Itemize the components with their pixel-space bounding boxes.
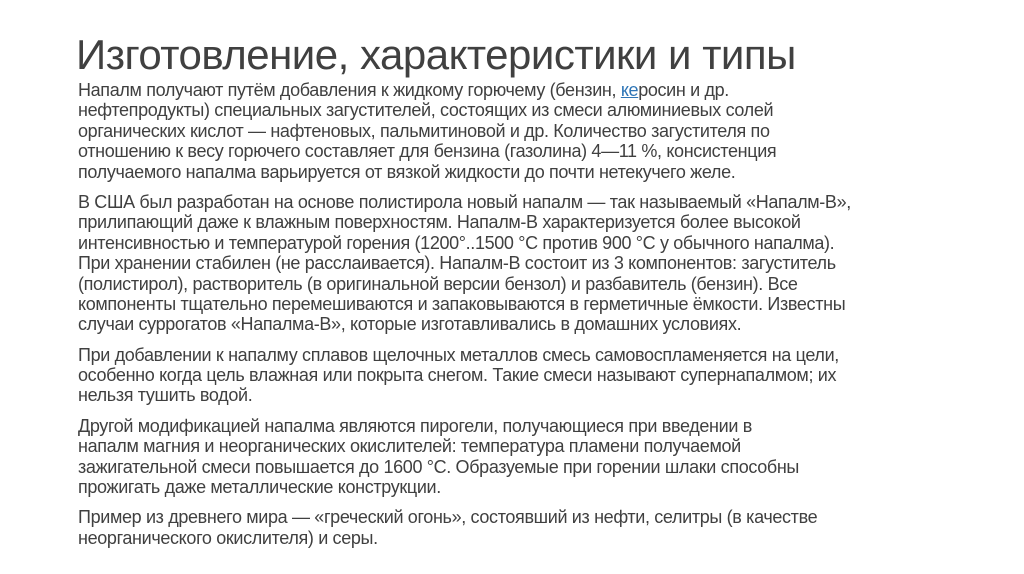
text-line: органических кислот — нафтеновых, пальмитиновой и др. Количество загустителя по [78,120,770,141]
text-line: получаемого напалма варьируется от вязкой жидкости до почти нетекучего желе. [78,161,736,182]
text-line: Другой модификацией напалма являются пирогели, получающиеся при введении в [78,415,752,436]
text-segment: Напалм получают путём добавления к жидкому горючему (бензин, [78,80,621,100]
kerosene-link[interactable]: ке [620,80,639,100]
text-segment: росин и др. [638,80,729,100]
text-line: При добавлении к напалму сплавов щелочных металлов смесь самовоспламеняется на цели, [78,344,839,365]
text-line: интенсивностью и температурой горения (1200°..1500 °С против 900 °С у обычного напалма). [78,232,835,253]
text-line: отношению к весу горючего составляет для бензина (газолина) 4—11 %, консистенция [78,141,777,162]
text-line: нефтепродукты) специальных загустителей, состоящих из смеси алюминиевых солей [78,100,774,121]
text-line: компоненты тщательно перемешиваются и запаковываются в герметичные ёмкости. Известны [78,293,846,314]
text-line: особенно когда цель влажная или покрыта снегом. Такие смеси называют супернапалмом; их [78,365,837,386]
text-line: прилипающий даже к влажным поверхностям. Напалм-В характеризуется более высокой [78,212,801,233]
slide-title: Изготовление, характеристики и типы [76,31,796,78]
text-line: неорганического окислителя) и серы. [78,527,378,548]
text-line: напалм магния и неорганических окислителей: температура пламени получаемой [78,436,741,457]
text-line: зажигательной смеси повышается до 1600 °С. Образуемые при горении шлаки способны [78,456,800,477]
text-line: нельзя тушить водой. [78,385,253,406]
text-line [78,80,851,100]
text-line: прожигать даже металлические конструкции. [78,477,441,498]
text-line: случаи суррогатов «Напалма-В», которые изготавливались в домашних условиях. [78,314,742,335]
paragraph-4 [78,416,851,498]
paragraph-3 [78,345,851,406]
text-line: Пример из древнего мира — «греческий огонь», состоявший из нефти, селитры (в качестве [78,507,818,528]
paragraph-2 [78,192,851,335]
paragraph-1 [78,80,851,182]
text-line: В США был разработан на основе полистирола новый напалм — так называемый «Напалм-В», [78,191,851,212]
text-line: (полистирол), растворитель (в оригинальной версии бензол) и разбавитель (бензин). Все [78,273,798,294]
slide-body [78,80,851,558]
text-line: При хранении стабилен (не расслаивается). Напалм-В состоит из 3 компонентов: загуститель [78,253,836,274]
paragraph-5 [78,507,851,548]
